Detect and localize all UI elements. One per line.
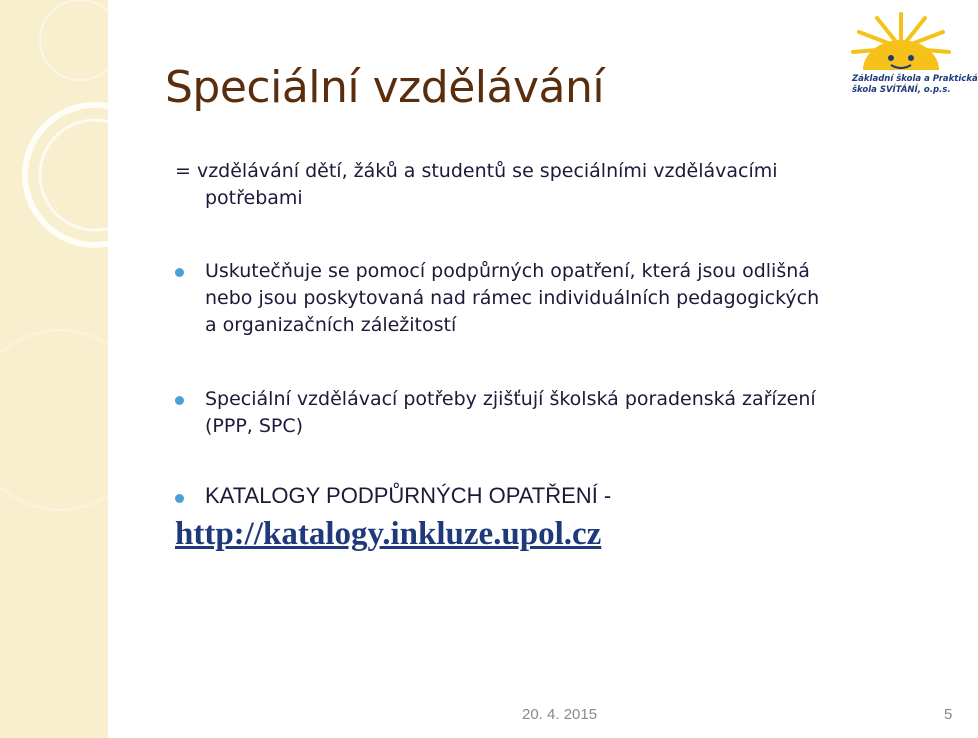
bullet-dot-icon [175,494,184,503]
footer-date: 20. 4. 2015 [522,706,598,723]
bullet-line: KATALOGY PODPŮRNÝCH OPATŘENÍ - [205,483,612,508]
slide-title: Speciální vzdělávání [165,62,605,113]
logo-caption-line2: škola SVÍTÁNÍ, o.p.s. [852,85,951,95]
bullet-line: Speciální vzdělávací potřeby zjišťují školská poradenská zařízení [205,388,816,410]
logo-caption-line1: Základní škola a Praktická [852,74,978,84]
decorative-circles [0,0,108,738]
bullet-dot-icon [175,268,184,277]
bullet-dot-icon [175,396,184,405]
logo-caption [852,74,978,96]
definition-text [175,158,945,212]
bullet-item-counseling [175,386,945,440]
definition-line2: potřebami [205,187,303,209]
bullet-item-support-measures [175,258,945,339]
bullet-line: (PPP, SPC) [205,415,304,437]
decorative-left-band [0,0,108,738]
bullet-line: nebo jsou poskytovaná nad rámec individuálních pedagogických [205,287,820,309]
bullet-line: Uskutečňuje se pomocí podpůrných opatření, která jsou odlišná [205,260,810,282]
bullet-line: a organizačních záležitostí [205,314,457,336]
catalog-link[interactable]: http://katalogy.inkluze.upol.cz [175,516,602,552]
bullet-item-catalogs [175,482,945,509]
definition-line1: = vzdělávání dětí, žáků a studentů se speciálními vzdělávacími [175,160,778,182]
footer-page-number: 5 [944,706,953,723]
